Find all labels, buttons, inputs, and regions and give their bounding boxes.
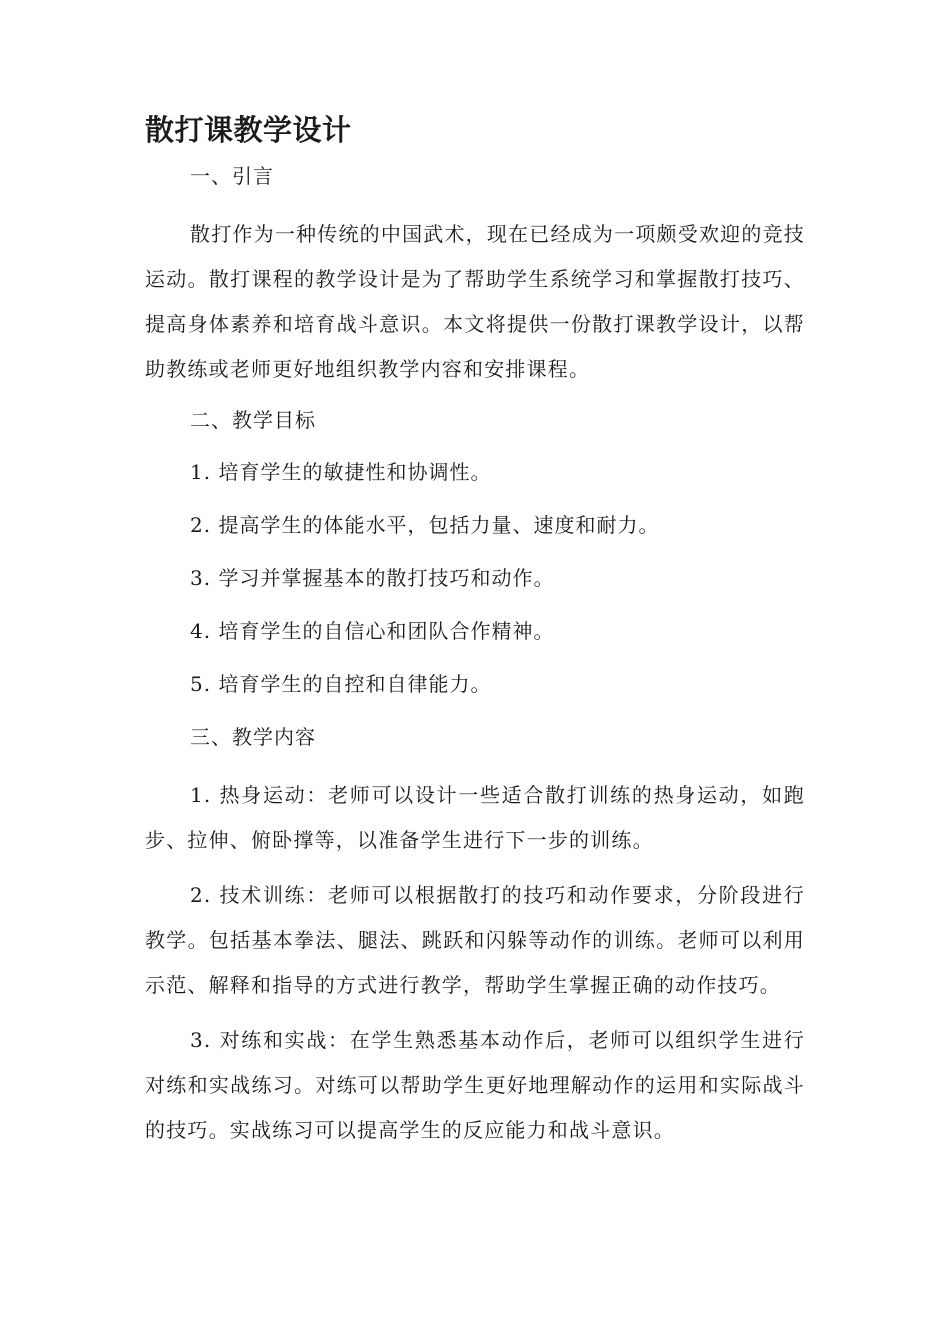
goal-item: 2. 提高学生的体能水平，包括力量、速度和耐力。: [190, 513, 660, 537]
section-heading-content: 三、教学内容: [190, 725, 316, 749]
content-item: 2. 技术训练：老师可以根据散打的技巧和动作要求，分阶段进行教学。包括基本拳法、腿法、跳跃和闪躲等动作的训练。老师可以利用示范、解释和指导的方式进行教学，帮助学生掌握正确的动作技巧。: [145, 883, 805, 997]
content-item: 3. 对练和实战：在学生熟悉基本动作后，老师可以组织学生进行对练和实战练习。对练可以帮助学生更好地理解动作的运用和实际战斗的技巧。实战练习可以提高学生的反应能力和战斗意识。: [145, 1028, 805, 1142]
goal-item: 1. 培育学生的敏捷性和协调性。: [190, 460, 492, 484]
goal-item: 5. 培育学生的自控和自律能力。: [190, 672, 492, 696]
section-heading-introduction: 一、引言: [190, 164, 274, 188]
document-title: 散打课教学设计: [145, 113, 352, 147]
goal-item: 4. 培育学生的自信心和团队合作精神。: [190, 619, 555, 643]
section-heading-goals: 二、教学目标: [190, 408, 316, 432]
content-item: 1. 热身运动：老师可以设计一些适合散打训练的热身运动，如跑步、拉伸、俯卧撑等，以准备学生进行下一步的训练。: [145, 783, 805, 852]
document-page: [145, 110, 805, 1163]
goal-item: 3. 学习并掌握基本的散打技巧和动作。: [190, 566, 555, 590]
introduction-paragraph: 散打作为一种传统的中国武术，现在已经成为一项颇受欢迎的竞技运动。散打课程的教学设计是为了帮助学生系统学习和掌握散打技巧、提高身体素养和培育战斗意识。本文将提供一份散打课教学设计，以帮助教练或老师更好地组织教学内容和安排课程。: [145, 222, 805, 381]
